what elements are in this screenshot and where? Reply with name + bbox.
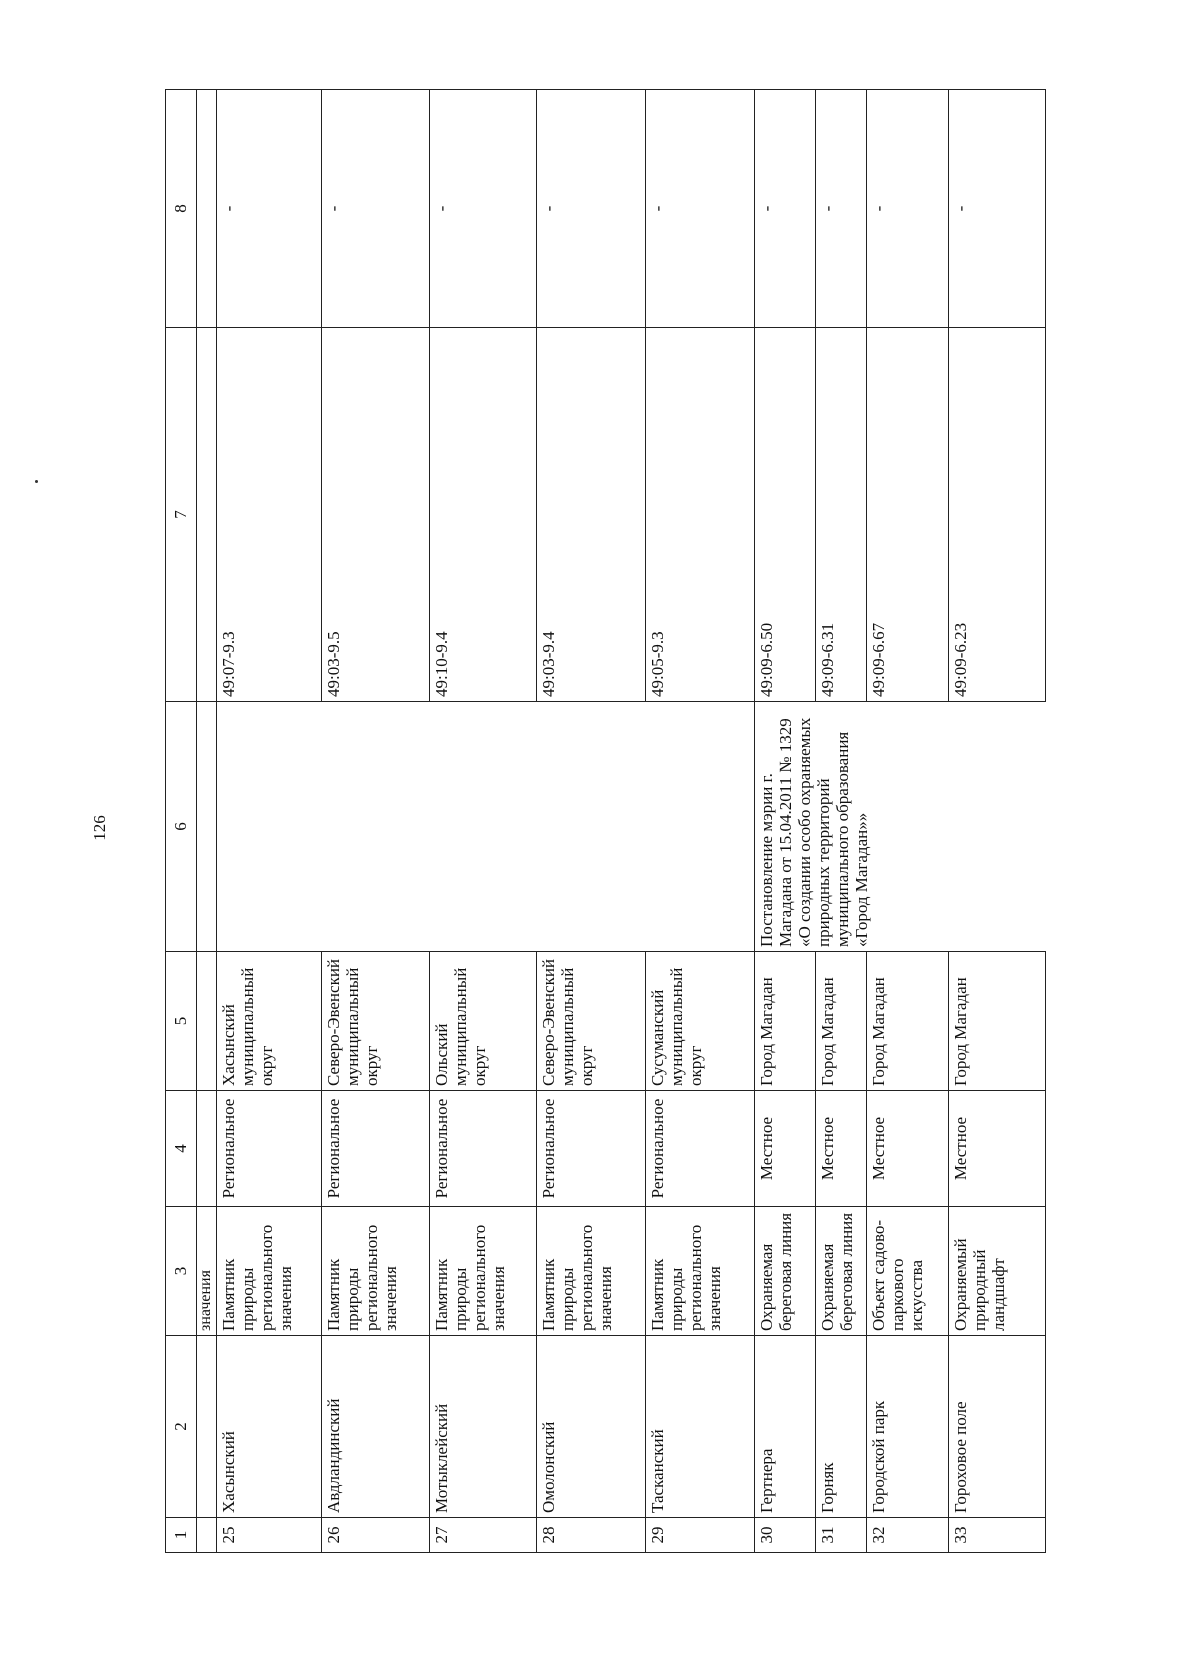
- object-name: Тасканский: [646, 1336, 755, 1518]
- zone-code: 49:09-6.31: [815, 328, 866, 702]
- object-name: Мотыклейский: [429, 1336, 537, 1518]
- zone-code: 49:03-9.4: [537, 328, 646, 702]
- legal-basis-cell: [429, 702, 537, 952]
- object-category: Памятник природы регионального значения: [322, 1207, 430, 1336]
- location: Северо-Эвенский муниципальный округ: [322, 952, 430, 1091]
- header-col-7: 7: [166, 328, 197, 702]
- location: Хасынский муниципальный округ: [216, 952, 322, 1091]
- zone-code: 49:05-9.3: [646, 328, 755, 702]
- table-row: [537, 90, 646, 1553]
- note: -: [322, 90, 430, 328]
- location: Сусуманский муниципальный округ: [646, 952, 755, 1091]
- scan-speck: [35, 480, 38, 483]
- row-number: 33: [948, 1518, 1045, 1553]
- location: Северо-Эвенский муниципальный округ: [537, 952, 646, 1091]
- object-name: Омолонский: [537, 1336, 646, 1518]
- significance: Региональное: [537, 1091, 646, 1207]
- object-category: Охраняемый природный ландшафт: [948, 1207, 1045, 1336]
- row-number: 32: [866, 1518, 948, 1553]
- header-col-2: 2: [166, 1336, 197, 1518]
- legal-basis-local: Постановление мэрии г. Магадана от 15.04.2011 № 1329 «О создании особо охраняемых природных территорий муниципального образования «Город Магадан»»: [754, 702, 1045, 952]
- object-name: Городской парк: [866, 1336, 948, 1518]
- zone-code: 49:09-6.67: [866, 328, 948, 702]
- object-name: Горняк: [815, 1336, 866, 1518]
- object-category: Памятник природы регионального значения: [429, 1207, 537, 1336]
- location: Город Магадан: [948, 952, 1045, 1091]
- table-row: [216, 90, 322, 1553]
- location: Город Магадан: [866, 952, 948, 1091]
- zone-code: 49:09-6.23: [948, 328, 1045, 702]
- significance: Местное: [866, 1091, 948, 1207]
- row-number: 25: [216, 1518, 322, 1553]
- row-number: 30: [754, 1518, 815, 1553]
- note: -: [646, 90, 755, 328]
- zone-code: 49:03-9.5: [322, 328, 430, 702]
- table-row: [322, 90, 430, 1553]
- significance: Региональное: [646, 1091, 755, 1207]
- object-category: Охраняемая береговая линия: [754, 1207, 815, 1336]
- location: Город Магадан: [754, 952, 815, 1091]
- legal-basis-cell: [646, 702, 755, 952]
- table-row: [429, 90, 537, 1553]
- header-col-5: 5: [166, 952, 197, 1091]
- significance: Местное: [815, 1091, 866, 1207]
- note: -: [537, 90, 646, 328]
- significance: Местное: [754, 1091, 815, 1207]
- location: Ольский муниципальный округ: [429, 952, 537, 1091]
- note: -: [948, 90, 1045, 328]
- continuation-text: значения: [196, 1207, 216, 1336]
- zone-code: 49:09-6.50: [754, 328, 815, 702]
- continuation-row: [196, 90, 216, 1553]
- object-name: Гороховое поле: [948, 1336, 1045, 1518]
- object-name: Хасынский: [216, 1336, 322, 1518]
- table-row: [754, 90, 815, 1553]
- header-col-1: 1: [166, 1518, 197, 1553]
- significance: Региональное: [322, 1091, 430, 1207]
- object-name: Авдландинский: [322, 1336, 430, 1518]
- note: -: [216, 90, 322, 328]
- object-category: Памятник природы регионального значения: [646, 1207, 755, 1336]
- row-number: 27: [429, 1518, 537, 1553]
- zone-code: 49:07-9.3: [216, 328, 322, 702]
- row-number: 31: [815, 1518, 866, 1553]
- rotated-table-sheet: [165, 98, 1046, 1553]
- header-col-3: 3: [166, 1207, 197, 1336]
- significance: Региональное: [216, 1091, 322, 1207]
- object-category: Памятник природы регионального значения: [216, 1207, 322, 1336]
- legal-basis-cell: [322, 702, 430, 952]
- significance: Региональное: [429, 1091, 537, 1207]
- row-number: 26: [322, 1518, 430, 1553]
- note: -: [866, 90, 948, 328]
- object-category: Объект садово-паркового искусства: [866, 1207, 948, 1336]
- note: -: [754, 90, 815, 328]
- legal-basis-cell: [216, 702, 322, 952]
- note: -: [815, 90, 866, 328]
- row-number: 28: [537, 1518, 646, 1553]
- object-name: Гертнера: [754, 1336, 815, 1518]
- header-col-4: 4: [166, 1091, 197, 1207]
- zone-code: 49:10-9.4: [429, 328, 537, 702]
- legal-basis-cell: [537, 702, 646, 952]
- row-number: 29: [646, 1518, 755, 1553]
- column-number-row: [166, 90, 197, 1553]
- header-col-8: 8: [166, 90, 197, 328]
- object-category: Охраняемая береговая линия: [815, 1207, 866, 1336]
- significance: Местное: [948, 1091, 1045, 1207]
- location: Город Магадан: [815, 952, 866, 1091]
- header-col-6: 6: [166, 702, 197, 952]
- object-category: Памятник природы регионального значения: [537, 1207, 646, 1336]
- table-row: [646, 90, 755, 1553]
- page-number: 126: [90, 815, 109, 841]
- note: -: [429, 90, 537, 328]
- protected-areas-table: [165, 89, 1046, 1553]
